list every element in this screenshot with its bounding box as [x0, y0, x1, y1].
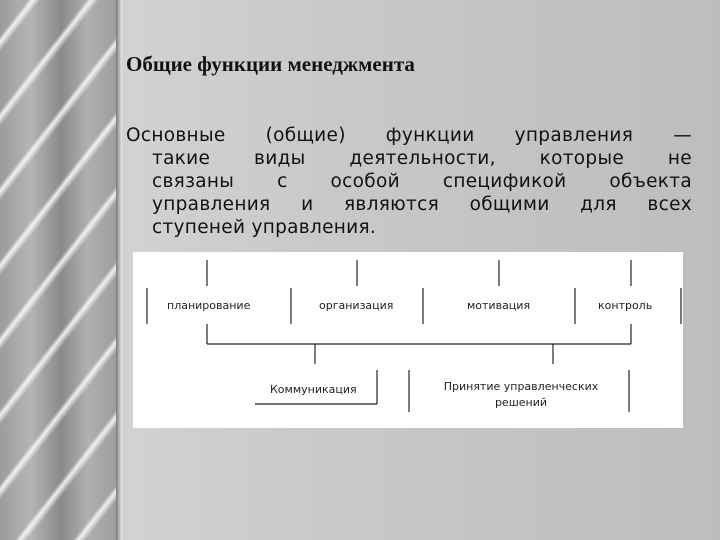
function-label-organization: организация — [319, 299, 394, 312]
paragraph-line: управления и являются общими для всех — [152, 194, 692, 215]
decision-label-line1: Принятие управленческих — [443, 380, 599, 393]
decision-label-line2: решений — [494, 396, 548, 409]
paragraph-line: такие виды деятельности, которые не — [152, 148, 692, 169]
communication-label: Коммуникация — [270, 383, 357, 396]
definition-paragraph — [126, 124, 692, 239]
function-label-planning: планирование — [167, 299, 251, 312]
function-label-motivation: мотивация — [467, 299, 531, 312]
side-panel-edge — [116, 0, 122, 540]
decorative-side-panel — [0, 0, 122, 540]
paragraph-line: Основные (общие) функции управления — — [126, 125, 692, 146]
paragraph-line: связаны с особой спецификой объекта — [152, 171, 692, 192]
functions-diagram — [133, 252, 683, 428]
function-label-control: контроль — [598, 299, 653, 312]
slide-title: Общие функции менеджмента — [126, 52, 415, 76]
paragraph-line: ступеней управления. — [152, 217, 377, 238]
